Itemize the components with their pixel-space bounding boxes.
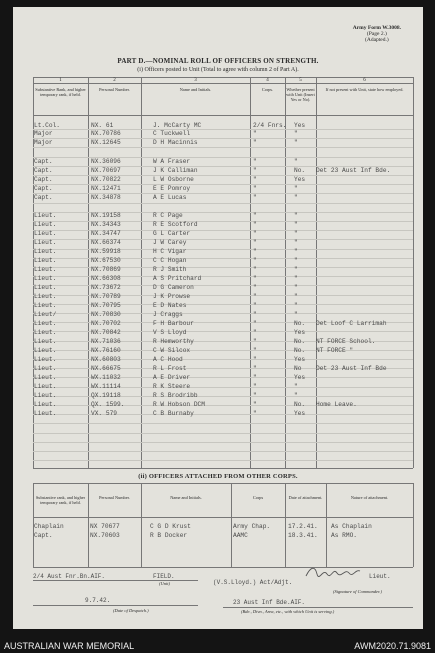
officer-row bbox=[13, 382, 423, 391]
column-number: 3 bbox=[194, 78, 197, 83]
number-cell: NX.19158 bbox=[91, 212, 121, 219]
colnum-rule bbox=[33, 83, 413, 84]
name-cell: R L Frost bbox=[153, 365, 187, 372]
present-cell: " bbox=[294, 194, 298, 201]
corps-cell: " bbox=[253, 185, 257, 192]
corps-cell: " bbox=[253, 284, 257, 291]
name-cell: C B Burnaby bbox=[153, 410, 194, 417]
present-cell: " bbox=[294, 230, 298, 237]
present-cell: " bbox=[294, 221, 298, 228]
rank-cell: Lieut. bbox=[34, 275, 57, 282]
rank-cell: Lieut. bbox=[34, 293, 57, 300]
present-cell: " bbox=[294, 185, 298, 192]
rank-cell: Lieut. bbox=[34, 401, 57, 408]
corps-cell: " bbox=[253, 158, 257, 165]
name-cell: R Hemworthy bbox=[153, 338, 194, 345]
number-cell: QX. 1599. bbox=[91, 401, 125, 408]
name-cell: G L Carter bbox=[153, 230, 191, 237]
employment-cell: NT FORCE School. bbox=[316, 338, 376, 345]
officer-row bbox=[13, 238, 423, 247]
form-page: (Page 2.) bbox=[366, 31, 387, 37]
rank-cell: Capt. bbox=[34, 176, 53, 183]
number-cell: NX.66308 bbox=[91, 275, 121, 282]
corps-cell: " bbox=[253, 347, 257, 354]
corps-cell: 2/4 Fnrs. bbox=[253, 122, 287, 129]
name-cell: J K Calliman bbox=[153, 167, 198, 174]
number-cell: NX.34878 bbox=[91, 194, 121, 201]
rank-cell: Lieut. bbox=[34, 266, 57, 273]
rank-cell: Lieut. bbox=[34, 257, 57, 264]
rank-cell: Lieut. bbox=[34, 365, 57, 372]
ruled-line bbox=[33, 433, 413, 434]
form-name: Army Form W.3008. bbox=[352, 25, 401, 31]
attached-row bbox=[13, 531, 423, 540]
attached-header-rule bbox=[33, 517, 413, 518]
name-cell: L W Osborne bbox=[153, 176, 194, 183]
attached-corps-cell: AAMC bbox=[233, 532, 248, 539]
rank-cell: Lieut. bbox=[34, 248, 57, 255]
rank-cell: Lieut. bbox=[34, 329, 57, 336]
number-cell: WX.11114 bbox=[91, 383, 121, 390]
present-cell: " bbox=[294, 293, 298, 300]
ruled-line bbox=[33, 147, 413, 148]
number-cell: NX.66675 bbox=[91, 365, 121, 372]
officer-row bbox=[13, 301, 423, 310]
officer-row bbox=[13, 175, 423, 184]
present-cell: " bbox=[294, 139, 298, 146]
officer-row bbox=[13, 138, 423, 147]
column-header: Substantive Rank, and higher temporary rank, if held. bbox=[35, 87, 86, 97]
corps-cell: " bbox=[253, 320, 257, 327]
number-cell: NX.70822 bbox=[91, 176, 121, 183]
number-cell: NX.67530 bbox=[91, 257, 121, 264]
name-cell: R K Steere bbox=[153, 383, 191, 390]
officer-row bbox=[13, 319, 423, 328]
officer-row bbox=[13, 328, 423, 337]
corps-cell: " bbox=[253, 275, 257, 282]
corps-cell: " bbox=[253, 383, 257, 390]
number-cell: VX. 579 bbox=[91, 410, 117, 417]
attached-rank-cell: Chaplain bbox=[34, 523, 64, 530]
name-cell: H C Vigar bbox=[153, 248, 187, 255]
number-cell: NX.34343 bbox=[91, 221, 121, 228]
officer-row bbox=[13, 364, 423, 373]
number-cell: NX.70869 bbox=[91, 266, 121, 273]
attached-rank-cell: Capt. bbox=[34, 532, 53, 539]
present-cell: No bbox=[294, 365, 302, 372]
rank-cell: Lieut. bbox=[34, 392, 57, 399]
officer-row bbox=[13, 292, 423, 301]
handwritten-signature bbox=[303, 562, 363, 582]
rank-cell: Lieut. bbox=[34, 212, 57, 219]
attached-title: (ii) OFFICERS ATTACHED FROM OTHER CORPS. bbox=[138, 473, 298, 480]
number-cell: NX.59918 bbox=[91, 248, 121, 255]
attached-top-rule bbox=[33, 483, 413, 484]
rank-cell: Lieut. bbox=[34, 374, 57, 381]
commander-caption: (Signature of Commander.) bbox=[333, 589, 382, 594]
column-header: If not present with Unit, state how employed. bbox=[325, 87, 404, 92]
corps-cell: " bbox=[253, 257, 257, 264]
officer-row bbox=[13, 256, 423, 265]
attached-name-cell: C G D Krust bbox=[150, 523, 191, 530]
number-cell: NX.70842 bbox=[91, 329, 121, 336]
number-cell: NX.60803 bbox=[91, 356, 121, 363]
officer-row bbox=[13, 193, 423, 202]
rank-cell: Capt. bbox=[34, 194, 53, 201]
corps-cell: " bbox=[253, 338, 257, 345]
corps-cell: " bbox=[253, 293, 257, 300]
present-cell: No. bbox=[294, 167, 306, 174]
ruled-line bbox=[33, 203, 413, 204]
corps-cell: " bbox=[253, 139, 257, 146]
officer-row bbox=[13, 129, 423, 138]
rank-cell: Lieut. bbox=[34, 383, 57, 390]
signature-rank: Lieut. bbox=[369, 573, 391, 580]
part-d-title: PART D.—NOMINAL ROLL OF OFFICERS ON STRENGTH. bbox=[117, 57, 319, 65]
corps-cell: " bbox=[253, 374, 257, 381]
present-cell: No. bbox=[294, 338, 306, 345]
corps-cell: " bbox=[253, 401, 257, 408]
name-cell: E D Nates bbox=[153, 302, 187, 309]
name-cell: C C Hogan bbox=[153, 257, 187, 264]
name-cell: D G Cameron bbox=[153, 284, 194, 291]
corps-cell: " bbox=[253, 329, 257, 336]
corps-cell: " bbox=[253, 248, 257, 255]
name-cell: V S Lloyd bbox=[153, 329, 187, 336]
corps-cell: " bbox=[253, 410, 257, 417]
column-header: Personal Number. bbox=[99, 87, 130, 92]
employment-cell: NT FORCE " bbox=[316, 347, 354, 354]
employment-cell: Home Leave. bbox=[316, 401, 357, 408]
rank-cell: Lieut/ bbox=[34, 311, 57, 318]
present-cell: " bbox=[294, 275, 298, 282]
rank-cell: Lieut. bbox=[34, 221, 57, 228]
ruled-line bbox=[33, 451, 413, 452]
present-cell: No. bbox=[294, 401, 306, 408]
number-cell: NX. 61 bbox=[91, 122, 114, 129]
number-cell: NX.12471 bbox=[91, 185, 121, 192]
rank-cell: Lieut. bbox=[34, 284, 57, 291]
formation-caption: (Bde., Divn., Area, etc., with which Unit is serving.) bbox=[241, 609, 335, 614]
corps-cell: " bbox=[253, 392, 257, 399]
present-cell: " bbox=[294, 392, 298, 399]
officer-row bbox=[13, 283, 423, 292]
name-cell: W A Fraser bbox=[153, 158, 191, 165]
name-cell: E E Pomroy bbox=[153, 185, 191, 192]
officer-row bbox=[13, 391, 423, 400]
part-d-subtitle: (i) Officers posted to Unit (Total to agree with column 2 of Part A). bbox=[137, 67, 299, 73]
column-header: Name and Initials. bbox=[179, 87, 212, 92]
corps-cell: " bbox=[253, 302, 257, 309]
form-adapted: (Adapted.) bbox=[365, 37, 389, 43]
number-cell: NX.70789 bbox=[91, 293, 121, 300]
present-cell: " bbox=[294, 311, 298, 318]
name-cell: J Craggs bbox=[153, 311, 183, 318]
present-cell: " bbox=[294, 130, 298, 137]
present-cell: Yes bbox=[294, 329, 306, 336]
present-cell: " bbox=[294, 257, 298, 264]
present-cell: Yes bbox=[294, 410, 306, 417]
corps-cell: " bbox=[253, 239, 257, 246]
corps-cell: " bbox=[253, 130, 257, 137]
rank-cell: Lieut. bbox=[34, 320, 57, 327]
number-cell: NX.66374 bbox=[91, 239, 121, 246]
number-cell: NX.71036 bbox=[91, 338, 121, 345]
officer-row bbox=[13, 337, 423, 346]
number-cell: QX.19118 bbox=[91, 392, 121, 399]
rank-cell: Capt. bbox=[34, 185, 53, 192]
rank-cell: Capt. bbox=[34, 167, 53, 174]
officer-row bbox=[13, 247, 423, 256]
unit-text: 2/4 Aust Fnr.Bn.AIF. bbox=[33, 573, 106, 580]
present-cell: " bbox=[294, 158, 298, 165]
attached-column-header: Corps bbox=[252, 495, 264, 500]
name-cell: C Tuckwell bbox=[153, 130, 191, 137]
present-cell: " bbox=[294, 248, 298, 255]
officer-row bbox=[13, 184, 423, 193]
name-cell: F H Barbour bbox=[153, 320, 194, 327]
officer-row bbox=[13, 310, 423, 319]
number-cell: WX.11032 bbox=[91, 374, 121, 381]
ruled-line bbox=[33, 423, 413, 424]
corps-cell: " bbox=[253, 176, 257, 183]
officer-row bbox=[13, 229, 423, 238]
attached-date-cell: 18.3.41. bbox=[288, 532, 318, 539]
officer-row bbox=[13, 274, 423, 283]
officer-row bbox=[13, 346, 423, 355]
number-cell: NX.70795 bbox=[91, 302, 121, 309]
formation-rule bbox=[223, 607, 413, 608]
rank-cell: Major bbox=[34, 130, 53, 137]
rank-cell: Lieut. bbox=[34, 302, 57, 309]
rank-cell: Lt.Col. bbox=[34, 122, 60, 129]
present-cell: Yes bbox=[294, 374, 306, 381]
column-number: 4 bbox=[266, 78, 269, 83]
name-cell: J. McCarty MC bbox=[153, 122, 202, 129]
unit-rule bbox=[33, 580, 198, 581]
name-cell: J W Carey bbox=[153, 239, 187, 246]
corps-cell: " bbox=[253, 266, 257, 273]
rank-cell: Capt. bbox=[34, 158, 53, 165]
present-cell: " bbox=[294, 239, 298, 246]
attached-corps-cell: Army Chap. bbox=[233, 523, 271, 530]
present-cell: " bbox=[294, 212, 298, 219]
name-cell: R E Scotford bbox=[153, 221, 198, 228]
employment-cell: Det 23 Aust Inf Bde. bbox=[316, 167, 391, 174]
attached-column-header: Substantive rank, and higher temporary rank, if held. bbox=[35, 495, 86, 505]
present-cell: " bbox=[294, 266, 298, 273]
corps-cell: " bbox=[253, 230, 257, 237]
present-cell: Yes bbox=[294, 356, 306, 363]
present-cell: No. bbox=[294, 320, 306, 327]
number-cell: NX.70697 bbox=[91, 167, 121, 174]
name-cell: R W Hobson DCM bbox=[153, 401, 205, 408]
officer-row bbox=[13, 157, 423, 166]
name-cell: R S Brodribb bbox=[153, 392, 198, 399]
signature-name: (V.S.Lloyd.) Act/Adjt. bbox=[213, 579, 293, 586]
rank-cell: Lieut. bbox=[34, 410, 57, 417]
officer-row bbox=[13, 166, 423, 175]
number-cell: NX.70786 bbox=[91, 130, 121, 137]
officer-row bbox=[13, 265, 423, 274]
number-cell: NX.70830 bbox=[91, 311, 121, 318]
officer-row bbox=[13, 355, 423, 364]
rank-cell: Lieut. bbox=[34, 230, 57, 237]
archive-name: AUSTRALIAN WAR MEMORIAL bbox=[4, 641, 135, 651]
rank-cell: Lieut. bbox=[34, 347, 57, 354]
name-cell: A E Driver bbox=[153, 374, 191, 381]
rank-cell: Major bbox=[34, 139, 53, 146]
number-cell: NX.73672 bbox=[91, 284, 121, 291]
ruled-line bbox=[33, 460, 413, 461]
despatch-date: 9.7.42. bbox=[85, 597, 111, 604]
corps-cell: " bbox=[253, 167, 257, 174]
officer-row bbox=[13, 400, 423, 409]
column-header: Corps. bbox=[261, 87, 274, 92]
name-cell: D H Macinnis bbox=[153, 139, 198, 146]
column-number: 2 bbox=[113, 78, 116, 83]
present-cell: " bbox=[294, 302, 298, 309]
formation-text: 23 Aust Inf Bde.AIF. bbox=[233, 599, 306, 606]
present-cell: " bbox=[294, 284, 298, 291]
attached-nature-cell: As RMO. bbox=[331, 532, 357, 539]
attached-column-header: Date of attachment. bbox=[288, 495, 323, 500]
name-cell: R C Page bbox=[153, 212, 183, 219]
column-number: 6 bbox=[363, 78, 366, 83]
table-bottom-rule bbox=[33, 468, 413, 469]
rank-cell: Lieut. bbox=[34, 239, 57, 246]
name-cell: J K Prowse bbox=[153, 293, 191, 300]
form-number bbox=[353, 25, 401, 43]
corps-cell: " bbox=[253, 365, 257, 372]
present-cell: Yes bbox=[294, 176, 306, 183]
officer-row bbox=[13, 211, 423, 220]
number-cell: NX.12645 bbox=[91, 139, 121, 146]
officer-row bbox=[13, 409, 423, 418]
unit-caption: (Unit) bbox=[159, 581, 170, 586]
corps-cell: " bbox=[253, 311, 257, 318]
attached-no-cell: NX.70603 bbox=[90, 532, 120, 539]
column-number: 1 bbox=[59, 78, 62, 83]
employment-cell: Det Loof C Larrimah bbox=[316, 320, 387, 327]
column-number: 5 bbox=[299, 78, 302, 83]
number-cell: NX.70702 bbox=[91, 320, 121, 327]
attached-column-header: Name and Initials. bbox=[170, 495, 202, 500]
present-cell: " bbox=[294, 383, 298, 390]
number-cell: NX.76160 bbox=[91, 347, 121, 354]
archive-reference: AWM2020.71.9081 bbox=[354, 641, 431, 651]
field-text: FIELD. bbox=[153, 573, 175, 580]
attached-date-cell: 17.2.41. bbox=[288, 523, 318, 530]
number-cell: NX.36096 bbox=[91, 158, 121, 165]
attached-no-cell: NX 70677 bbox=[90, 523, 120, 530]
officer-row bbox=[13, 373, 423, 382]
name-cell: C W Silcox bbox=[153, 347, 191, 354]
date-rule bbox=[33, 605, 198, 606]
date-caption: (Date of Despatch.) bbox=[113, 608, 149, 613]
header-rule bbox=[33, 115, 413, 116]
ruled-line bbox=[33, 442, 413, 443]
attached-column-header: Personal Number. bbox=[99, 495, 130, 500]
number-cell: NX.34747 bbox=[91, 230, 121, 237]
present-cell: Yes bbox=[294, 122, 306, 129]
corps-cell: " bbox=[253, 221, 257, 228]
rank-cell: Lieut. bbox=[34, 338, 57, 345]
attached-name-cell: R B Docker bbox=[150, 532, 188, 539]
corps-cell: " bbox=[253, 212, 257, 219]
corps-cell: " bbox=[253, 194, 257, 201]
name-cell: R J Smith bbox=[153, 266, 187, 273]
name-cell: A E Lucas bbox=[153, 194, 187, 201]
present-cell: No. bbox=[294, 347, 306, 354]
name-cell: A C Hood bbox=[153, 356, 183, 363]
attached-nature-cell: As Chaplain bbox=[331, 523, 372, 530]
archive-caption-bar bbox=[0, 629, 435, 653]
employment-cell: Det 23 Aust Inf Bde bbox=[316, 365, 387, 372]
name-cell: A S Pritchard bbox=[153, 275, 202, 282]
attached-column-header: Nature of attachment. bbox=[350, 495, 389, 500]
officer-row bbox=[13, 220, 423, 229]
document-page bbox=[13, 7, 423, 629]
attached-row bbox=[13, 522, 423, 531]
column-header: Whether present with Unit (Insert Yes or No). bbox=[286, 87, 315, 102]
corps-cell: " bbox=[253, 356, 257, 363]
rank-cell: Lieut. bbox=[34, 356, 57, 363]
